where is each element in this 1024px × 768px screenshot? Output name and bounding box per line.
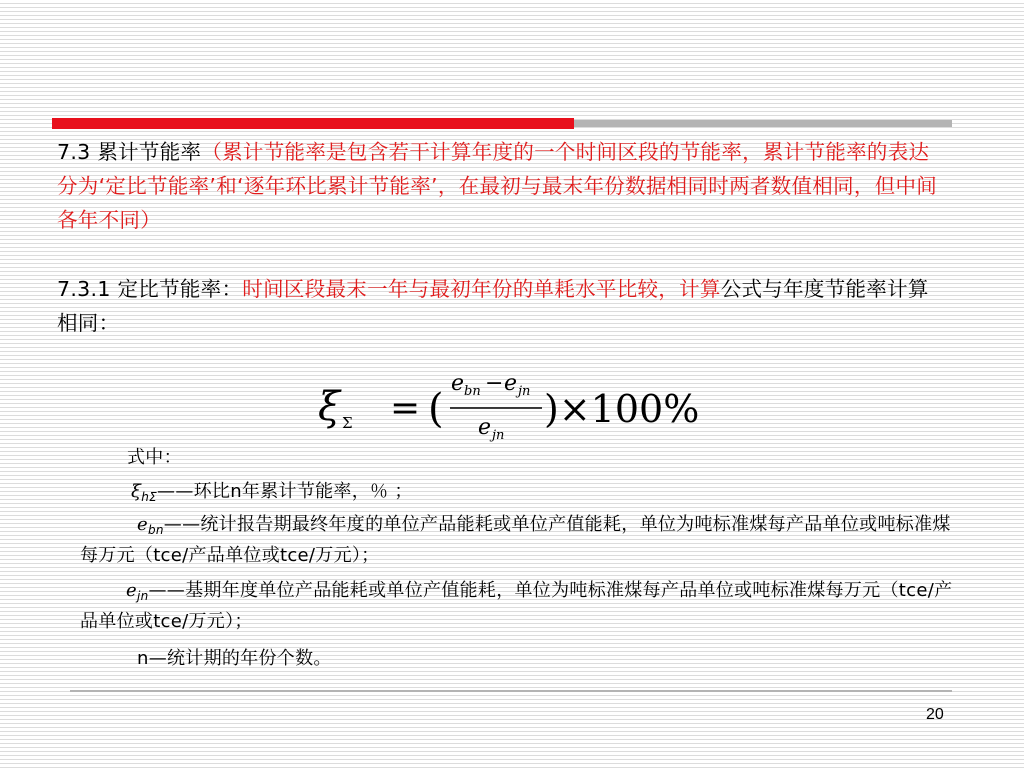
section-7-3-1-note-red: 时间区段最末一年与最初年份的单耗水平比较，计算 [242,277,721,301]
formula-numerator-e2: e [504,371,518,396]
section-7-3-1-number: 7.3.1 [57,277,118,301]
definition-ebn [80,510,960,571]
cumulative-rate-formula [318,368,718,452]
formula-denominator-e: e [478,415,492,440]
definition-ejn-text: ——基期年度单位产品能耗或单位产值能耗，单位为吨标准煤每产品单位或吨标准煤每万元（tce/产品单位或tce/万元）； [80,580,953,632]
footer-divider [70,690,952,692]
section-7-3-number: 7.3 [57,140,98,164]
section-7-3-1-note-black: 公式与年度节能率计算相同： [57,277,929,335]
definition-xi-text: ——环比n年累计节能率，％ ； [157,481,413,502]
title-accent-bar-gray [574,120,952,127]
formula-numerator-e1-sub: bn [464,384,481,399]
definition-xi [131,477,413,508]
formula-numerator-e1: e [451,371,465,396]
definition-xi-symbol: ξ [131,481,142,502]
definitions-label: 式中： [127,447,182,468]
section-7-3-1-paragraph [57,272,947,340]
section-7-3-title: 累计节能率 [97,140,202,164]
formula-equals: = [390,388,421,429]
formula-open-paren: ( [428,386,444,432]
section-7-3-note: （累计节能率是包含若干计算年度的一个时间区段的节能率，累计节能率的表达分为‘定比节能率’和‘逐年环比累计节能率’，在最初与最末年份数据相同时两者数值相同，但中间各年不同） [57,140,938,232]
definition-ejn-symbol: e [126,580,137,601]
formula-numerator-e2-sub: jn [518,384,531,399]
formula-minus: − [485,371,504,396]
formula-close-times-100: )×100% [544,387,700,431]
section-7-3-1-title: 定比节能率： [117,277,243,301]
definition-ebn-symbol: e [137,514,148,535]
definition-ejn [80,576,960,637]
definition-n: n—统计期的年份个数。 [137,648,332,669]
formula-xi-symbol: ξ [318,384,341,430]
section-7-3-paragraph [57,135,947,237]
definition-ebn-text: ——统计报告期最终年度的单位产品能耗或单位产值能耗，单位为吨标准煤每产品单位或吨标准煤每万元（tce/产品单位或tce/万元）； [80,514,951,566]
definition-ebn-subscript: bn [147,523,164,537]
definition-xi-subscript: hΣ [141,490,158,504]
definition-ejn-subscript: jn [136,589,149,603]
formula-denominator-sub: jn [492,428,505,443]
title-accent-bar-red [52,118,574,129]
formula-xi-subscript: Σ [342,414,353,432]
page-number: 20 [926,706,944,723]
